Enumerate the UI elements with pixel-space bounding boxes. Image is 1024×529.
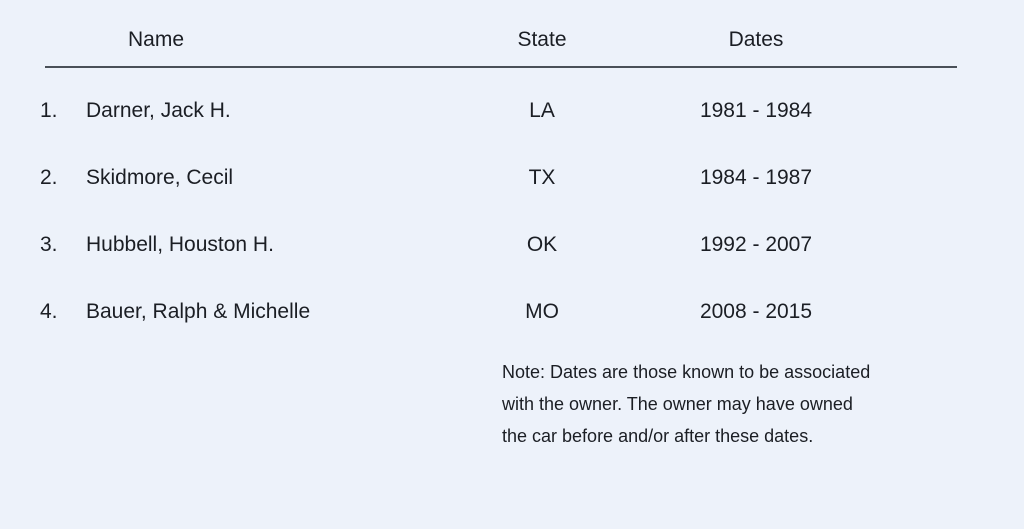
table-row — [0, 77, 1024, 144]
owner-dates: 1992 - 2007 — [699, 232, 813, 256]
table-row — [0, 278, 1024, 345]
owner-name: Darner, Jack H. — [86, 98, 231, 122]
row-number: 2. — [40, 165, 58, 189]
note-line: the car before and/or after these dates. — [502, 426, 814, 446]
owner-state: TX — [528, 165, 556, 189]
owner-dates: 2008 - 2015 — [699, 299, 813, 323]
note-line: with the owner. The owner may have owned — [502, 394, 853, 414]
owner-state: OK — [526, 232, 558, 256]
owner-name: Hubbell, Houston H. — [86, 232, 274, 256]
note-line: Note: Dates are those known to be associated — [502, 362, 871, 382]
row-number: 1. — [40, 98, 58, 122]
owner-dates: 1984 - 1987 — [699, 165, 813, 189]
table-row — [0, 144, 1024, 211]
column-header-state: State — [517, 28, 567, 51]
column-header-dates: Dates — [728, 28, 784, 51]
ownership-dates-note — [502, 356, 972, 452]
owner-name: Skidmore, Cecil — [86, 165, 234, 189]
column-header-name: Name — [128, 28, 185, 51]
owner-name: Bauer, Ralph & Michelle — [86, 299, 311, 323]
owner-state: LA — [529, 98, 555, 122]
owner-state: MO — [525, 299, 559, 323]
row-number: 3. — [40, 232, 58, 256]
table-body — [0, 68, 1024, 345]
table-row — [0, 211, 1024, 278]
table-header-row — [0, 0, 1024, 66]
row-number: 4. — [40, 299, 58, 323]
owner-dates: 1981 - 1984 — [699, 98, 813, 122]
header-number-spacer — [40, 28, 86, 66]
